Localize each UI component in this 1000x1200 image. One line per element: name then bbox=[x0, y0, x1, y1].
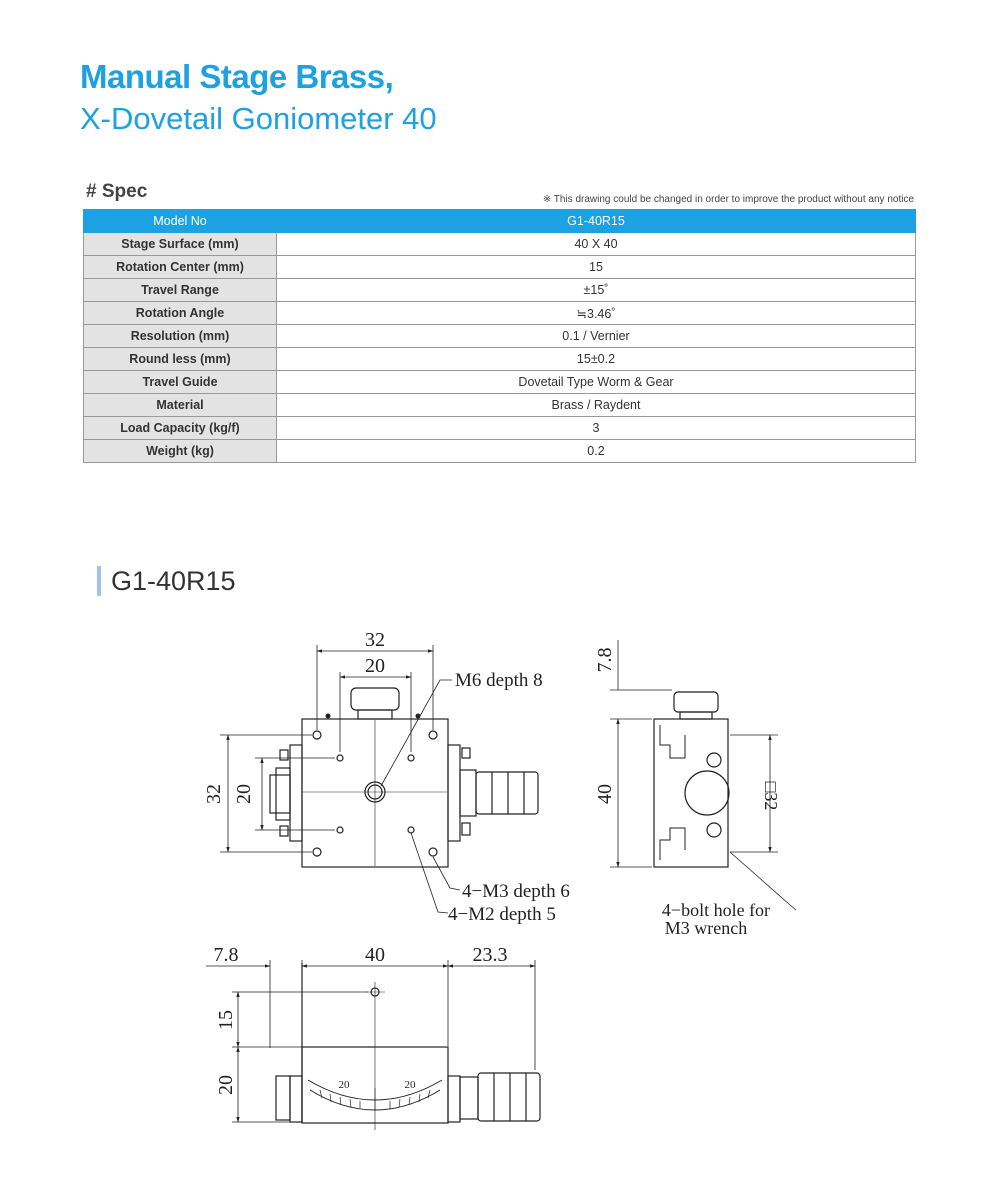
dim-label: 40 bbox=[365, 944, 385, 966]
table-cell-value: 15 bbox=[277, 256, 916, 279]
spec-heading: # Spec bbox=[86, 181, 148, 202]
dim-label: 23.3 bbox=[472, 944, 508, 966]
table-header-row bbox=[84, 210, 916, 233]
table-cell-label: Stage Surface (mm) bbox=[84, 233, 277, 256]
left-knob bbox=[276, 1076, 290, 1120]
dim-label: 20 bbox=[365, 655, 385, 677]
table-cell-value: 15±0.2 bbox=[277, 348, 916, 371]
small-screw bbox=[462, 823, 470, 835]
table-row bbox=[84, 348, 916, 371]
left-block bbox=[290, 1076, 302, 1122]
dim-label: 7.8 bbox=[594, 647, 616, 673]
small-screw bbox=[280, 826, 288, 836]
table-row bbox=[84, 371, 916, 394]
micrometer-knob bbox=[476, 772, 538, 814]
spec-table bbox=[83, 209, 916, 463]
dim-label: 32 bbox=[203, 784, 225, 804]
table-row bbox=[84, 440, 916, 463]
scale-label: 20 bbox=[404, 1079, 416, 1091]
callout-bolt-line2: M3 wrench bbox=[664, 918, 748, 938]
table-row bbox=[84, 302, 916, 325]
dim-label: 40 bbox=[594, 784, 616, 804]
bolt-hole bbox=[707, 753, 721, 767]
dim-label: 7.8 bbox=[213, 944, 239, 966]
side-bore bbox=[685, 771, 729, 815]
callout-m2: 4−M2 depth 5 bbox=[448, 904, 556, 925]
table-cell-label: Travel Range bbox=[84, 279, 277, 302]
table-row bbox=[84, 233, 916, 256]
table-cell-value: Dovetail Type Worm & Gear bbox=[277, 371, 916, 394]
callout-bolt-line1: 4−bolt hole for bbox=[661, 900, 771, 920]
dovetail bbox=[660, 828, 685, 860]
left-knob-base bbox=[276, 768, 290, 820]
right-knob-base bbox=[460, 1077, 478, 1119]
dim-label: 32 bbox=[365, 629, 385, 651]
table-cell-value: ≒3.46˚ bbox=[277, 302, 916, 325]
callout-m3: 4−M3 depth 6 bbox=[462, 881, 570, 902]
dim-label: 20 bbox=[233, 784, 255, 804]
table-cell-label: Material bbox=[84, 394, 277, 417]
side-body bbox=[654, 719, 728, 867]
left-knob bbox=[270, 775, 290, 813]
table-cell-value: 3 bbox=[277, 417, 916, 440]
table-cell-value: G1-40R15 bbox=[277, 210, 916, 233]
side-top-knob bbox=[674, 692, 718, 712]
page-subtitle: X-Dovetail Goniometer 40 bbox=[80, 101, 437, 136]
scale-label: 20 bbox=[338, 1079, 350, 1091]
table-cell-value: 0.1 / Vernier bbox=[277, 325, 916, 348]
table-cell-label: Travel Guide bbox=[84, 371, 277, 394]
table-cell-value: 0.2 bbox=[277, 440, 916, 463]
leader-line bbox=[433, 857, 460, 890]
model-heading: G1-40R15 bbox=[97, 566, 236, 596]
front-view bbox=[206, 944, 540, 1130]
top-view bbox=[203, 629, 570, 925]
table-row bbox=[84, 325, 916, 348]
table-cell-label: Load Capacity (kg/f) bbox=[84, 417, 277, 440]
table-cell-value: ±15˚ bbox=[277, 279, 916, 302]
top-knob-base bbox=[358, 710, 392, 719]
table-cell-value: 40 X 40 bbox=[277, 233, 916, 256]
table-cell-label: Rotation Center (mm) bbox=[84, 256, 277, 279]
dovetail bbox=[660, 725, 685, 758]
table-cell-label: Rotation Angle bbox=[84, 302, 277, 325]
small-screw bbox=[280, 750, 288, 760]
page-title: Manual Stage Brass, bbox=[80, 58, 394, 95]
table-cell-label: Round less (mm) bbox=[84, 348, 277, 371]
table-row bbox=[84, 279, 916, 302]
dim-label: □32 bbox=[761, 781, 781, 811]
table-row bbox=[84, 394, 916, 417]
side-knob-base bbox=[680, 712, 712, 719]
table-cell-label: Model No bbox=[84, 210, 277, 233]
micrometer-knob bbox=[478, 1073, 540, 1121]
callout-m6: M6 depth 8 bbox=[455, 670, 543, 691]
leader-line bbox=[411, 833, 448, 913]
technical-drawing bbox=[0, 600, 1000, 1180]
leader-line bbox=[381, 680, 452, 786]
m2-holes bbox=[337, 755, 414, 833]
top-knob bbox=[351, 688, 399, 710]
left-block bbox=[290, 745, 302, 841]
table-cell-value: Brass / Raydent bbox=[277, 394, 916, 417]
table-row bbox=[84, 417, 916, 440]
side-view bbox=[594, 640, 796, 938]
dim-label: 20 bbox=[215, 1075, 237, 1095]
right-knob-base bbox=[460, 770, 476, 816]
bolt-hole bbox=[707, 823, 721, 837]
right-block bbox=[448, 1076, 460, 1122]
table-cell-label: Weight (kg) bbox=[84, 440, 277, 463]
right-block bbox=[448, 745, 460, 841]
small-screw bbox=[462, 748, 470, 758]
dim-label: 15 bbox=[215, 1010, 237, 1030]
spec-notice: ※ This drawing could be changed in order to improve the product without any notice bbox=[542, 194, 914, 205]
table-row bbox=[84, 256, 916, 279]
table-cell-label: Resolution (mm) bbox=[84, 325, 277, 348]
